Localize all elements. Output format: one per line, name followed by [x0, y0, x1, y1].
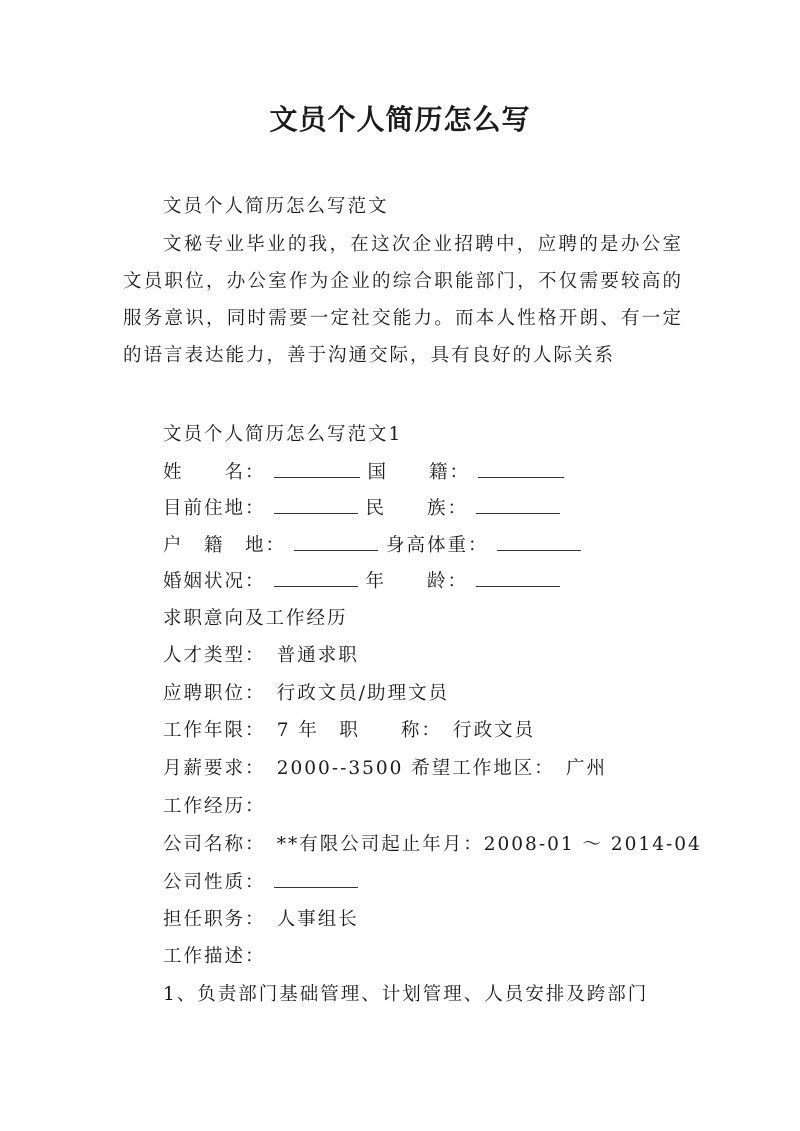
height-weight-blank	[497, 534, 581, 551]
row-residence-ethnicity	[163, 494, 568, 520]
intro-paragraph: 文秘专业毕业的我，在这次企业招聘中，应聘的是办公室文员职位，办公室作为企业的综合职能部门，不仅需要较高的服务意识，同时需要一定社交能力。而本人性格开朗、有一定的语言表达能力，善于沟通交际，具有良好的人际关系	[123, 234, 683, 366]
position-applied: 应聘职位： 行政文员/助理文员	[163, 683, 449, 704]
section-job: 求职意向及工作经历	[163, 608, 348, 629]
salary-and-location: 月薪要求： 2000--3500 希望工作地区： 广州	[163, 758, 608, 779]
company-line: 公司名称： **有限公司起止年月：2008-01 ～ 2014-04	[163, 834, 702, 855]
marital-label: 婚姻状况：	[163, 571, 266, 592]
sample-heading: 文员个人简历怎么写范文	[163, 196, 389, 217]
nationality-blank	[478, 461, 564, 478]
row-hukou-height	[163, 531, 589, 557]
years-and-title: 工作年限： 7 年 职 称： 行政文员	[163, 720, 536, 741]
nationality-label: 国 籍：	[367, 462, 471, 483]
desc-item-1: 1、负责部门基础管理、计划管理、人员安排及跨部门	[163, 984, 649, 1005]
ethnicity-blank	[476, 497, 560, 514]
name-blank	[274, 461, 360, 478]
age-blank	[476, 570, 560, 587]
talent-type: 人才类型： 普通求职	[163, 645, 359, 666]
row-company-nature	[163, 868, 366, 894]
row-name-nationality	[163, 458, 572, 484]
document-title: 文员个人简历怎么写	[269, 103, 531, 136]
company-nature-blank	[274, 871, 358, 888]
company-nature-label: 公司性质：	[163, 872, 266, 893]
height-weight-label: 身高体重：	[386, 535, 489, 556]
work-history-label: 工作经历：	[163, 796, 266, 817]
marital-blank	[274, 570, 358, 587]
name-label: 姓 名：	[163, 462, 266, 483]
ethnicity-label: 民 族：	[365, 498, 469, 519]
job-desc-label: 工作描述：	[163, 946, 266, 967]
sample1-heading: 文员个人简历怎么写范文1	[163, 424, 403, 445]
row-marital-age	[163, 567, 568, 593]
duty: 担任职务： 人事组长	[163, 909, 359, 930]
age-label: 年 龄：	[365, 571, 469, 592]
hukou-blank	[294, 534, 378, 551]
residence-label: 目前住地：	[163, 498, 266, 519]
residence-blank	[274, 497, 358, 514]
hukou-label: 户 籍 地：	[163, 535, 287, 556]
